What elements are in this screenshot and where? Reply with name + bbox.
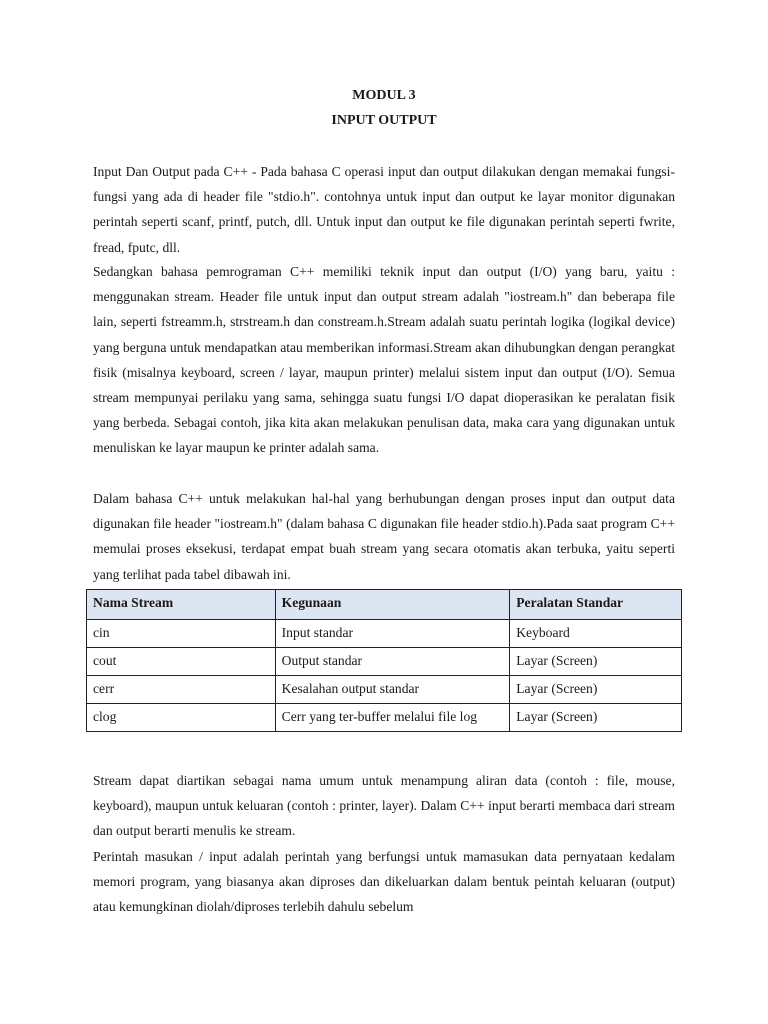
table-cell: Layar (Screen) [510, 676, 682, 704]
stream-table [86, 589, 682, 732]
paragraph-intro: Input Dan Output pada C++ - Pada bahasa C operasi input dan output dilakukan dengan memakai fungsi-fungsi yang ada di header file "stdio.h". contohnya untuk input dan output ke layar monitor digunakan perintah seperti scanf, printf, putch, dll. Untuk input dan output ke file digunakan perintah seperti fwrite, fread, fputc, dll. [93, 164, 675, 255]
paragraph-input-command: Perintah masukan / input adalah perintah yang berfungsi untuk mamasukan data pernyataan kedalam memori program, yang biasanya akan diproses dan dikeluarkan dalam bentuk peintah keluaran (output) atau kemungkinan diolah/diproses terlebih dahulu sebelum [93, 849, 675, 915]
table-cell: Kesalahan output standar [275, 676, 510, 704]
table-cell: cerr [87, 676, 276, 704]
table-cell: cin [87, 620, 276, 648]
table-cell: Output standar [275, 648, 510, 676]
module-title: MODUL 3 [352, 88, 416, 103]
paragraph-stream-meaning: Stream dapat diartikan sebagai nama umum untuk menampung aliran data (contoh : file, mouse, keyboard), maupun untuk keluaran (contoh : printer, layer). Dalam C++ input berarti membaca dari stream dan output berarti menulis ke stream. [93, 773, 675, 839]
table-cell: Keyboard [510, 620, 682, 648]
table-header-row [87, 590, 682, 620]
table-cell: Layar (Screen) [510, 704, 682, 732]
table-cell: Cerr yang ter-buffer melalui file log [275, 704, 510, 732]
table-row [87, 704, 682, 732]
table-row [87, 676, 682, 704]
table-row [87, 648, 682, 676]
table-row [87, 620, 682, 648]
paragraph-iostream: Dalam bahasa C++ untuk melakukan hal-hal yang berhubungan dengan proses input dan output data digunakan file header "iostream.h" (dalam bahasa C digunakan file header stdio.h).Pada saat program C++ memulai proses eksekusi, terdapat empat buah stream yang secara otomatis akan terbuka, yaitu seperti yang terlihat pada tabel dibawah ini. [93, 491, 675, 582]
table-header-cell: Kegunaan [275, 590, 510, 620]
table-cell: cout [87, 648, 276, 676]
table-header-cell: Peralatan Standar [510, 590, 682, 620]
table-cell: Layar (Screen) [510, 648, 682, 676]
table-header-cell: Nama Stream [87, 590, 276, 620]
paragraph-stream-definition: Sedangkan bahasa pemrograman C++ memiliki teknik input dan output (I/O) yang baru, yaitu : menggunakan stream. Header file untuk input dan output stream adalah "iostream.h" dan beberapa file lain, seperti fstreamm.h, strstream.h dan constream.h.Stream adalah suatu perintah logika (logikal device) yang berguna untuk mendapatkan atau memberikan informasi.Stream akan dihubungkan dengan perangkat fisik (misalnya keyboard, screen / layar, maupun printer) melalui sistem input dan output (I/O). Semua stream mempunyai perilaku yang sama, sehingga suatu fungsi I/O dapat dioperasikan ke peralatan fisik yang berbeda. Sebagai contoh, jika kita akan melakukan penulisan data, maka cara yang digunakan untuk menuliskan ke layar maupun ke printer adalah sama. [93, 264, 675, 456]
module-subtitle: INPUT OUTPUT [331, 113, 437, 128]
table-cell: clog [87, 704, 276, 732]
table-cell: Input standar [275, 620, 510, 648]
